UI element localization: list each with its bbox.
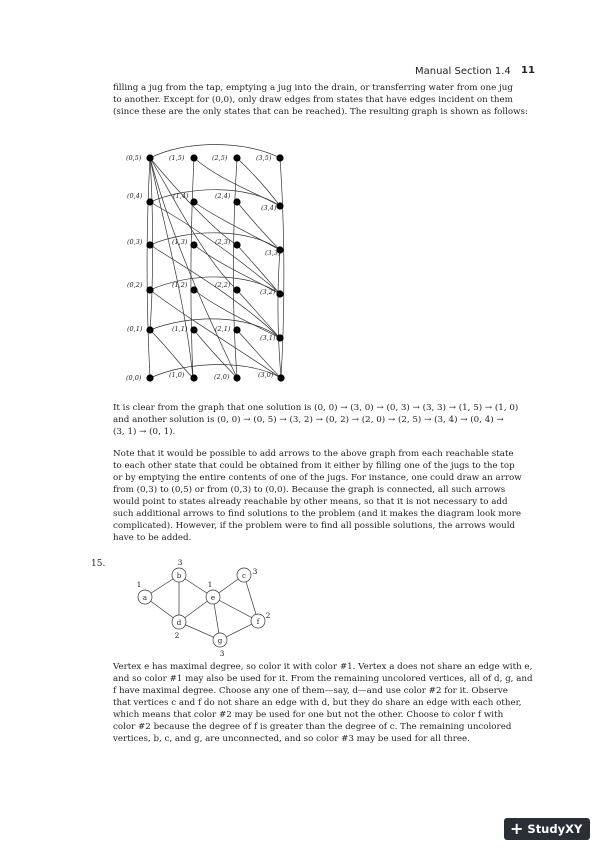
vertex-name: f <box>256 618 260 626</box>
text-line: (3, 1) → (0, 1). <box>113 427 176 437</box>
vertex-color: 3 <box>177 558 183 567</box>
state-label: (0,1) <box>127 325 143 333</box>
vertex-color: 3 <box>219 649 225 658</box>
text-line: It is clear from the graph that one solution is (0, 0) → (3, 0) → (0, 3) → (3, 3) → (1, 5) → (1, 0) <box>113 403 519 413</box>
state-label: (2,3) <box>215 238 231 246</box>
state-label: (1,0) <box>169 371 185 379</box>
state-label: (3,3) <box>265 249 281 257</box>
vertex-color: 2 <box>174 631 180 640</box>
text-line: such additional arrows to find solutions to the problem (and it makes the diagram look more <box>113 509 521 519</box>
state-label: (3,1) <box>260 334 276 342</box>
vertex-name: d <box>176 619 182 627</box>
text-line: have to be added. <box>113 533 192 543</box>
state-label: (1,5) <box>169 154 185 162</box>
text-line: would point to states already reachable by other means, so that it is not necessary to add <box>113 497 508 507</box>
text-line: which means that color #2 may be used for one but not the other. Choose to color f with <box>113 710 504 720</box>
text-line: filling a jug from the tap, emptying a jug into the drain, or transferring water from one jug <box>113 83 513 93</box>
running-header: Manual Section 1.4 <box>415 66 511 77</box>
state-label: (3,0) <box>258 371 274 379</box>
vertex-name: e <box>210 594 216 602</box>
text-line: to another. Except for (0,0), only draw edges from states that have edges incident on them <box>113 95 513 105</box>
text-line: complicated). However, if the problem were to find all possible solutions, the arrows would <box>113 521 516 531</box>
state-label: (2,2) <box>215 281 231 289</box>
state-label: (2,5) <box>212 154 228 162</box>
state-label: (1,3) <box>172 238 188 246</box>
state-label: (2,0) <box>214 373 230 381</box>
vertex-color: 2 <box>265 611 271 620</box>
state-label: (0,4) <box>127 192 143 200</box>
text-line: or by emptying the entire contents of one of the jugs. For instance, one could draw an arrow <box>113 473 522 483</box>
text-line: (since these are the only states that can be reached). The resulting graph is shown as follows: <box>113 107 528 117</box>
text-line: and so color #1 may also be used for it. From the remaining uncolored vertices, all of d, g, and <box>113 674 533 684</box>
state-label: (3,4) <box>261 204 277 212</box>
vertex-name: c <box>242 572 246 580</box>
vertex-color: 3 <box>252 567 258 576</box>
text-line: to each other state that could be obtained from it either by filling one of the jugs to the top <box>113 461 515 471</box>
vertex-name: g <box>217 637 223 645</box>
state-label: (0,2) <box>127 281 143 289</box>
text-line: color #2 because the degree of f is greater than the degree of c. The remaining uncolored <box>113 722 512 732</box>
page-number: 11 <box>521 65 535 76</box>
state-label: (2,1) <box>215 325 231 333</box>
state-label: (1,4) <box>173 192 189 200</box>
state-label: (1,2) <box>172 281 188 289</box>
text-line: that vertices c and f do not share an edge with d, but they do share an edge with each other, <box>113 698 522 708</box>
text-line: and another solution is (0, 0) → (0, 5) → (3, 2) → (0, 2) → (2, 0) → (2, 5) → (3, 4) → (0, 4) → <box>113 415 504 425</box>
text-line: from (0,3) to (0,5) or from (0,3) to (0,0). Because the graph is connected, all such arrows <box>113 485 506 495</box>
state-label: (0,0) <box>126 374 142 382</box>
vertex-color: 1 <box>136 580 142 589</box>
state-label: (2,4) <box>215 192 231 200</box>
text-line: vertices, b, c, and g, are unconnected, and so color #3 may be used for all three. <box>113 734 470 744</box>
plus-icon: + <box>510 819 524 838</box>
state-label: (0,5) <box>126 154 142 162</box>
state-label: (3,5) <box>256 154 272 162</box>
vertex-name: a <box>142 594 148 602</box>
paragraph-coloring <box>113 661 533 745</box>
text-line: f have maximal degree. Choose any one of them—say, d—and use color #2 for it. Observe <box>113 686 508 696</box>
text-line: Vertex e has maximal degree, so color it with color #1. Vertex a does not share an edge with e, <box>113 662 533 672</box>
exercise-number: 15. <box>91 559 106 569</box>
vertex-name: b <box>176 572 182 580</box>
vertex-color: 1 <box>207 580 213 589</box>
studyxy-logo[interactable] <box>504 818 590 840</box>
coloring-graph-edges <box>142 575 258 640</box>
text-line: Note that it would be possible to add arrows to the above graph from each reachable state <box>113 449 514 459</box>
logo-text: StudyXY <box>527 822 583 836</box>
state-label: (0,3) <box>127 238 143 246</box>
state-label: (3,2) <box>260 288 276 296</box>
state-label: (1,1) <box>172 325 188 333</box>
